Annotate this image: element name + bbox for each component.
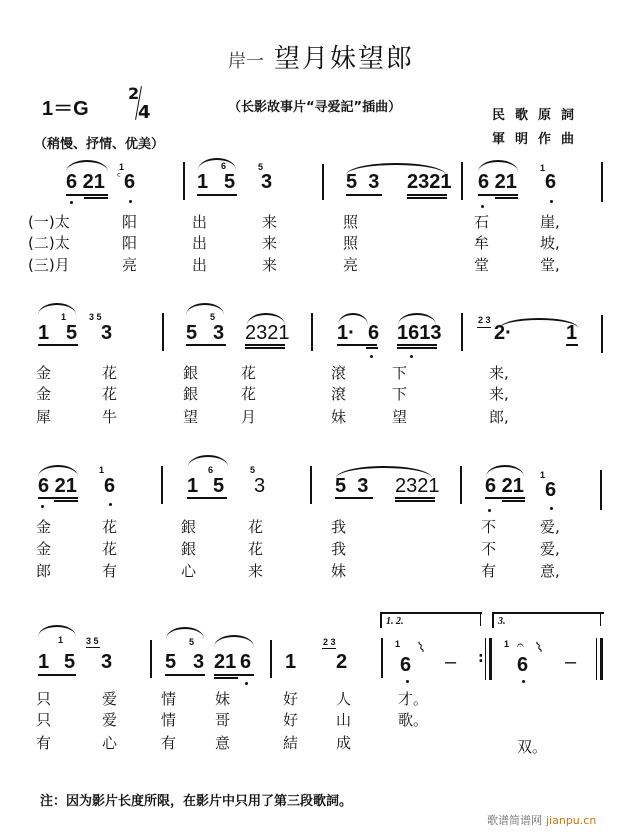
note: 1: [187, 475, 199, 497]
key-signature: 1＝G: [42, 98, 89, 120]
underline: [38, 344, 78, 346]
note: 5: [66, 322, 78, 344]
note-group: 6 21: [485, 475, 524, 497]
barline: [311, 313, 313, 351]
lyric: 爱: [102, 690, 118, 708]
underline: [214, 674, 254, 676]
lyric: 爱,: [540, 518, 560, 536]
grace-note: 1: [99, 465, 105, 475]
subtitle: （长影故事片“寻爱記”插曲）: [228, 100, 402, 115]
underline: [84, 197, 108, 199]
lyric: 好: [283, 711, 299, 729]
grace-note: 5: [250, 465, 256, 475]
underline: [38, 497, 78, 499]
lyric: 望: [183, 408, 199, 426]
grace-note: 1: [540, 470, 546, 480]
volta-bracket-2: [492, 612, 604, 628]
grace-note: 5: [210, 312, 216, 322]
grace-note: 1: [61, 312, 67, 322]
lyric: 花: [102, 385, 118, 403]
low-dot: [550, 200, 553, 203]
lyric: 花: [241, 385, 257, 403]
volta-label: 3.: [498, 616, 506, 627]
low-dot: [41, 505, 44, 508]
grace-note: 5: [189, 637, 195, 647]
low-dot: [70, 201, 73, 204]
lyric: 不: [481, 518, 497, 536]
note: 2·: [494, 322, 512, 344]
fermata-icon: 𝄐: [517, 638, 524, 652]
lyric: 銀: [181, 540, 197, 558]
low-dot: [481, 205, 484, 208]
note-group: 5 3: [335, 475, 369, 497]
note: 6: [104, 475, 116, 497]
lyric: 郎: [36, 562, 52, 580]
underline: [335, 497, 373, 499]
grace-note: 2 3: [323, 637, 336, 647]
lyric: 有: [161, 734, 177, 752]
underline: [245, 347, 285, 349]
underline: [346, 194, 382, 196]
lyric: 来: [262, 234, 278, 252]
lyric: 我: [331, 518, 347, 536]
lyric: 来: [248, 562, 264, 580]
lyric: (三)月: [28, 256, 70, 274]
watermark-text: 歌谱简谱网: [487, 814, 542, 827]
lyric: 来,: [489, 364, 509, 382]
lyric: 花: [248, 518, 264, 536]
note-group: 6 21: [66, 171, 105, 193]
note: 6: [545, 479, 557, 501]
note: 3: [101, 322, 113, 344]
lyric: 山: [336, 711, 352, 729]
note: 3: [213, 322, 225, 344]
lyric: 哥: [215, 711, 231, 729]
footnote: 注：因为影片长度所限，在影片中只用了第三段歌詞。: [40, 794, 353, 809]
barline: [601, 162, 603, 202]
volta-end: [480, 612, 481, 626]
lyric: 人: [336, 690, 352, 708]
grace-note: 1: [58, 635, 64, 645]
note-group: 2321: [407, 171, 452, 193]
low-dot: [488, 509, 491, 512]
lyric: 成: [336, 734, 352, 752]
grace-mark: ᶜ: [117, 170, 122, 183]
note: 6: [545, 171, 557, 193]
dash: –: [565, 651, 577, 673]
breath-mark-icon: ⌇: [415, 639, 428, 657]
grace-note: 1: [395, 639, 401, 649]
lyric: 金: [36, 364, 52, 382]
lyric: 歌。: [398, 711, 429, 729]
underline: [407, 194, 447, 196]
grace-note: 6: [221, 161, 227, 171]
lyric: 才。: [398, 690, 429, 708]
underline: [366, 347, 378, 349]
note: 6: [517, 654, 529, 676]
lyric: 只: [36, 690, 52, 708]
lyric: 出: [192, 234, 208, 252]
low-dot: [406, 680, 409, 683]
lyric: (一)太: [28, 213, 70, 231]
barline: [162, 313, 164, 351]
low-dot: [109, 503, 112, 506]
grace-note: 5: [258, 162, 264, 172]
lyric: 意: [215, 734, 231, 752]
lyric: 来,: [489, 385, 509, 403]
note: 1: [38, 322, 50, 344]
underline: [322, 648, 336, 649]
lyric: 照: [343, 234, 359, 252]
dash: –: [445, 651, 457, 673]
note: 6: [400, 654, 412, 676]
note: 3: [193, 651, 205, 673]
underline: [478, 194, 518, 196]
lyric: 情: [161, 711, 177, 729]
underline: [38, 674, 76, 676]
lyric: 出: [192, 213, 208, 231]
lyric: 花: [248, 540, 264, 558]
barline: [270, 640, 272, 678]
lyric: 銀: [181, 518, 197, 536]
lyric: 心: [181, 562, 197, 580]
lyric: 好: [283, 690, 299, 708]
lyric: 下: [392, 385, 408, 403]
lyric: 月: [241, 408, 257, 426]
lyric: 只: [36, 711, 52, 729]
lyric: 爱: [102, 711, 118, 729]
lyric: 郎,: [489, 408, 509, 426]
grace-note: 1: [119, 162, 125, 172]
lyric: 我: [331, 540, 347, 558]
barline: [322, 164, 324, 200]
note: 1·: [337, 322, 355, 344]
underline: [485, 497, 525, 499]
underline: [397, 344, 437, 346]
lyric: 爱,: [540, 540, 560, 558]
lyric: 心: [102, 734, 118, 752]
lyric: 滾: [331, 364, 347, 382]
note: 1: [38, 651, 50, 673]
lyric: 有: [36, 734, 52, 752]
time-sig-denominator: 4: [138, 102, 151, 123]
low-dot: [410, 355, 413, 358]
breath-mark-icon: ⌇: [533, 639, 546, 657]
note: 6: [240, 651, 252, 673]
low-dot: [550, 507, 553, 510]
lyric: 結: [283, 734, 299, 752]
slur: [38, 625, 76, 637]
grace-note: 1: [504, 639, 510, 649]
underline: [566, 344, 578, 346]
underline: [66, 194, 108, 196]
lyric: 不: [481, 540, 497, 558]
lyric: 来: [262, 256, 278, 274]
lyric: 亮: [122, 256, 138, 274]
lyric: 崖,: [540, 213, 560, 231]
lyric: 金: [36, 518, 52, 536]
repeat-barline: [489, 638, 492, 680]
lyric: 亮: [343, 256, 359, 274]
underline: [502, 500, 525, 502]
barline: [460, 466, 462, 504]
volta-end: [600, 612, 601, 626]
tempo-marking: （稍慢、抒情、优美）: [34, 137, 165, 152]
note-group: 6 21: [38, 475, 77, 497]
volta-label: 1. 2.: [386, 616, 404, 627]
lyric: 堂,: [540, 256, 560, 274]
credits: [492, 104, 584, 152]
lyric: 望: [392, 408, 408, 426]
grace-note: 3 5: [89, 312, 102, 322]
underline: [397, 347, 437, 349]
lyric: 有: [481, 562, 497, 580]
barline: [601, 315, 603, 353]
underline: [214, 677, 238, 679]
slur: [38, 303, 76, 315]
lyric: 来: [262, 213, 278, 231]
underline: [165, 674, 205, 676]
grace-note: 2 3: [478, 315, 491, 325]
composer-credit: 軍明作曲: [492, 132, 585, 147]
grace-note: 6: [208, 465, 214, 475]
note: 1: [566, 322, 578, 344]
repeat-dots: :: [478, 650, 484, 666]
lyric: 金: [36, 385, 52, 403]
lyric: 金: [36, 540, 52, 558]
slur: [198, 158, 236, 170]
lyric: 石: [474, 213, 490, 231]
note: 3: [261, 171, 273, 193]
lyric: 犀: [36, 408, 52, 426]
note: 5: [186, 322, 198, 344]
note: 6: [124, 171, 136, 193]
title-prefix: 岸一: [228, 51, 264, 72]
final-barline: [600, 638, 603, 680]
note: 5: [64, 651, 76, 673]
note-group: 1613: [397, 322, 442, 344]
note: 3: [101, 651, 113, 673]
slur: [166, 627, 204, 639]
lyric: 銀: [183, 385, 199, 403]
lyric: 牛: [102, 408, 118, 426]
underline: [477, 327, 491, 328]
underline: [395, 497, 435, 499]
underline: [186, 344, 226, 346]
slur: [186, 303, 224, 315]
lyric: 双。: [517, 738, 548, 756]
lyric: 照: [343, 213, 359, 231]
lyric: 妹: [215, 690, 231, 708]
lyric: 銀: [183, 364, 199, 382]
lyric: 妹: [331, 408, 347, 426]
low-dot: [129, 200, 132, 203]
underline: [495, 197, 518, 199]
barline: [150, 640, 152, 678]
lyric: 牟: [474, 234, 490, 252]
note-group: 5 3: [346, 171, 380, 193]
lyric: 滾: [331, 385, 347, 403]
lyric: 出: [192, 256, 208, 274]
barline: [461, 162, 463, 200]
note-group: 6 21: [478, 171, 517, 193]
time-signature: [126, 84, 152, 124]
note: 1: [197, 171, 209, 193]
lyric: 阳: [122, 213, 138, 231]
lyric: 堂: [474, 256, 490, 274]
lyric: 花: [102, 364, 118, 382]
barline: [461, 313, 463, 351]
low-dot: [370, 355, 373, 358]
underline: [187, 497, 227, 499]
underline: [86, 647, 100, 648]
grace-note: 1: [540, 163, 546, 173]
lyric: 妹: [331, 562, 347, 580]
lyric: 坡,: [540, 234, 560, 252]
lyricist-credit: 民歌原詞: [492, 108, 585, 123]
underline: [197, 194, 237, 196]
note: 5: [165, 651, 177, 673]
lyric: 花: [241, 364, 257, 382]
note-group: 2321: [245, 322, 290, 344]
note: 3: [254, 475, 266, 497]
note: 6: [368, 322, 380, 344]
barline: [161, 466, 163, 504]
underline: [407, 197, 447, 199]
watermark: [487, 812, 596, 828]
note-group: 21: [214, 651, 237, 673]
barline: [600, 470, 602, 510]
slur: [214, 635, 254, 647]
lyric: 情: [161, 690, 177, 708]
note: 5: [224, 171, 236, 193]
lyric: (二)太: [28, 234, 70, 252]
title-text: 望月妹望郎: [274, 44, 415, 74]
lyric: 花: [102, 540, 118, 558]
lyric: 下: [392, 364, 408, 382]
low-dot: [522, 680, 525, 683]
lyric: 意,: [540, 562, 560, 580]
lyric: 花: [102, 518, 118, 536]
underline: [54, 500, 78, 502]
time-sig-numerator: 2: [128, 84, 140, 103]
barline: [183, 162, 185, 200]
note: 2: [336, 651, 348, 673]
underline: [245, 344, 285, 346]
note: 1: [285, 651, 297, 673]
lyric: 有: [102, 562, 118, 580]
barline: [381, 638, 383, 678]
barline: [310, 466, 312, 504]
low-dot: [245, 682, 248, 685]
underline: [395, 500, 435, 502]
watermark-site: jianpu.cn: [546, 814, 597, 827]
repeat-barline: [485, 638, 486, 680]
song-title: [228, 38, 414, 75]
underline: [337, 344, 377, 346]
note: 5: [213, 475, 225, 497]
lyric: 阳: [122, 234, 138, 252]
final-barline: [596, 638, 597, 680]
grace-note: 3 5: [86, 636, 99, 646]
note-group: 2321: [395, 475, 440, 497]
